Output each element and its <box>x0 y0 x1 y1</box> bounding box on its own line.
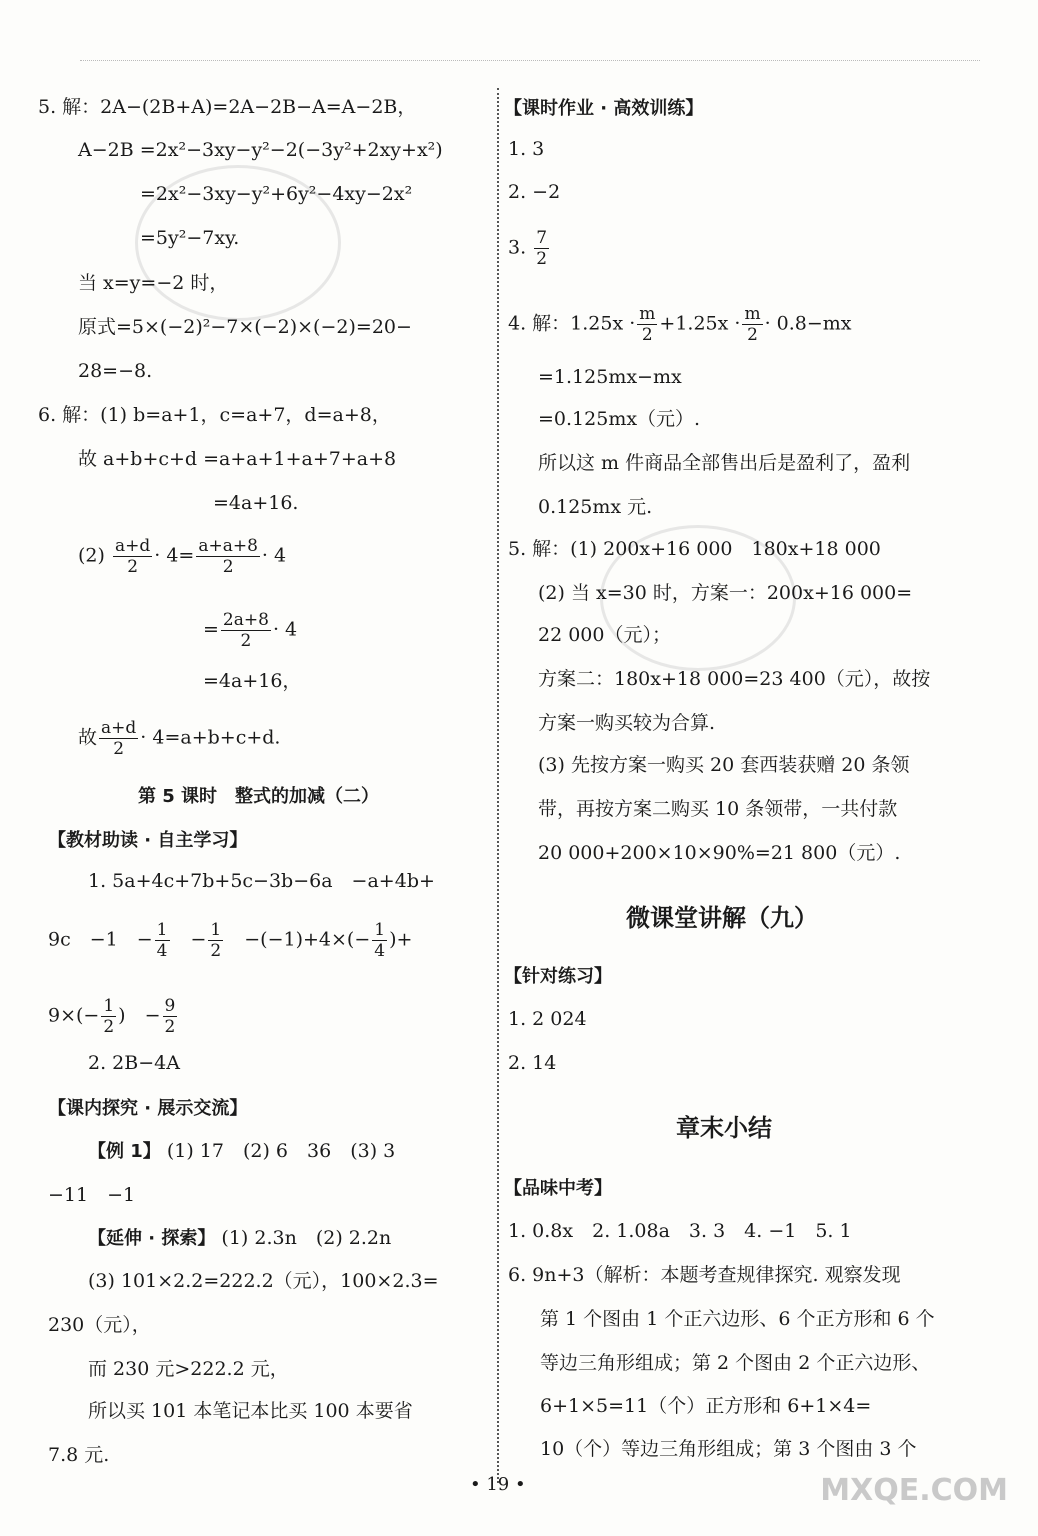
extension-line6: 7.8 元. <box>48 1444 110 1466</box>
fraction: $\frac{a+a+8}{2}$ <box>198 536 258 577</box>
fraction: $\frac{a+d}{2}$ <box>101 718 137 759</box>
site-watermark: MXQE.COM <box>820 1473 1008 1508</box>
extension-line1: 【延伸 · 探索】 (1) 2.3n (2) 2.2n <box>88 1227 392 1249</box>
answer-5-line6: (3) 先按方案一购买 20 套西装获赠 20 条领 <box>538 754 910 776</box>
fraction: $\frac{9}{2}$ <box>164 996 176 1037</box>
fraction: $\frac{1}{4}$ <box>374 920 386 961</box>
pinwei-6-line3: 等边三角形组成；第 2 个图由 2 个正六边形、 <box>540 1352 931 1374</box>
jc1-line2: 9c −1 − $\frac{1}{4}$ − $\frac{1}{2}$ −(−1)+4×(− $\frac{1}{4}$ )+ <box>48 920 413 961</box>
answer-5-line2: (2) 当 x=30 时，方案一：200x+16 000= <box>538 582 913 604</box>
answer-5-line8: 20 000+200×10×90%=21 800（元）. <box>538 842 901 864</box>
q6-line6: =4a+16， <box>203 670 302 692</box>
fraction: $\frac{m}{2}$ <box>744 304 761 345</box>
q6-line3: =4a+16. <box>213 492 299 514</box>
example1-line1: 【例 1】 (1) 17 (2) 6 36 (3) 3 <box>88 1140 396 1162</box>
section-keshi: 【课时作业 · 高效训练】 <box>504 98 704 119</box>
fraction: $\frac{m}{2}$ <box>639 304 656 345</box>
section-pinwei: 【品味中考】 <box>504 1178 612 1199</box>
q5-line2: A−2B =2x²−3xy−y²−2(−3y²+2xy+x²) <box>78 139 443 161</box>
pinwei-6-line1: 6. 9n+3（解析：本题考查规律探究. 观察发现 <box>508 1264 901 1286</box>
lesson-title: 第 5 课时 整式的加减（二） <box>138 786 380 807</box>
jc1-line1: 1. 5a+4c+7b+5c−3b−6a −a+4b+ <box>88 870 435 892</box>
answer-5-line4: 方案二：180x+18 000=23 400（元），故按 <box>538 668 931 690</box>
answer-5-line3: 22 000（元）； <box>538 624 671 646</box>
title-weike: 微课堂讲解（九） <box>626 904 818 932</box>
q5-line5: 当 x=y=−2 时， <box>78 272 229 294</box>
answer-1: 1. 3 <box>508 138 545 160</box>
pinwei-1-5: 1. 0.8x 2. 1.08a 3. 3 4. −1 5. 1 <box>508 1220 852 1242</box>
top-rule <box>80 60 980 61</box>
pinwei-6-line5: 10（个）等边三角形组成；第 3 个图由 3 个 <box>540 1438 917 1460</box>
answer-4-line1: 4. 解：1.25x · $\frac{m}{2}$ +1.25x · $\frac{m}{2}$ · 0.8−mx <box>508 304 852 345</box>
q5-line1: 5. 解：2A−(2B+A)=2A−2B−A=A−2B， <box>38 96 417 118</box>
fraction: $\frac{1}{4}$ <box>156 920 168 961</box>
q6-line2: 故 a+b+c+d =a+a+1+a+7+a+8 <box>78 448 397 470</box>
answer-2: 2. −2 <box>508 181 561 203</box>
extension-line2: (3) 101×2.2=222.2（元），100×2.3= <box>88 1270 439 1292</box>
extension-line4: 而 230 元>222.2 元， <box>88 1358 289 1380</box>
q5-line6: 原式=5×(−2)²−7×(−2)×(−2)=20− <box>78 316 412 338</box>
q5-line7: 28=−8. <box>78 360 153 382</box>
q6-line1: 6. 解：(1) b=a+1，c=a+7，d=a+8， <box>38 404 391 426</box>
answer-4-line2: =1.125mx−mx <box>538 366 682 388</box>
q5-line3: =2x²−3xy−y²+6y²−4xy−2x² <box>140 183 413 205</box>
extension-line3: 230（元）， <box>48 1314 151 1336</box>
jc1-line3: 9×(− $\frac{1}{2}$ ) − $\frac{9}{2}$ <box>48 996 176 1037</box>
example1-line2: −11 −1 <box>48 1184 136 1206</box>
column-divider <box>497 88 499 1483</box>
fraction: $\frac{a+d}{2}$ <box>114 536 151 577</box>
q6-line4: (2) $\frac{a+d}{2}$ · 4= $\frac{a+a+8}{2}$ · 4 <box>78 536 287 577</box>
fraction: $\frac{7}{2}$ <box>536 228 548 269</box>
answer-5-line7: 带，再按方案二购买 10 条领带，一共付款 <box>538 798 898 820</box>
q6-line5: = $\frac{2a+8}{2}$ · 4 <box>203 610 298 651</box>
answer-4-line3: =0.125mx（元）. <box>538 408 701 430</box>
section-zhendui: 【针对练习】 <box>504 966 612 987</box>
answer-4-line4: 所以这 m 件商品全部售出后是盈利了，盈利 <box>538 452 911 474</box>
q6-line7: 故 $\frac{a+d}{2}$ · 4=a+b+c+d. <box>78 718 281 759</box>
section-ketang: 【课内探究 · 展示交流】 <box>48 1098 248 1119</box>
fraction: $\frac{2a+8}{2}$ <box>222 610 269 651</box>
pinwei-6-line2: 第 1 个图由 1 个正六边形、6 个正方形和 6 个 <box>540 1308 935 1330</box>
practice-1: 1. 2 024 <box>508 1008 587 1030</box>
section-jiaocai: 【教材助读 · 自主学习】 <box>48 830 248 851</box>
title-zhangmo: 章末小结 <box>676 1114 772 1142</box>
answer-5-line5: 方案一购买较为合算. <box>538 712 716 734</box>
pinwei-6-line4: 6+1×5=11（个）正方形和 6+1×4= <box>540 1395 872 1417</box>
answer-5-line1: 5. 解：(1) 200x+16 000 180x+18 000 <box>508 538 881 560</box>
fraction: $\frac{1}{2}$ <box>103 996 115 1037</box>
extension-line5: 所以买 101 本笔记本比买 100 本要省 <box>88 1400 413 1422</box>
q5-line4: =5y²−7xy. <box>140 227 240 249</box>
practice-2: 2. 14 <box>508 1052 557 1074</box>
page-number: • 19 • <box>470 1474 526 1495</box>
fraction: $\frac{1}{2}$ <box>210 920 222 961</box>
jc2-line: 2. 2B−4A <box>88 1052 180 1074</box>
answer-3: 3. $\frac{7}{2}$ <box>508 228 548 269</box>
answer-4-line5: 0.125mx 元. <box>538 496 653 518</box>
